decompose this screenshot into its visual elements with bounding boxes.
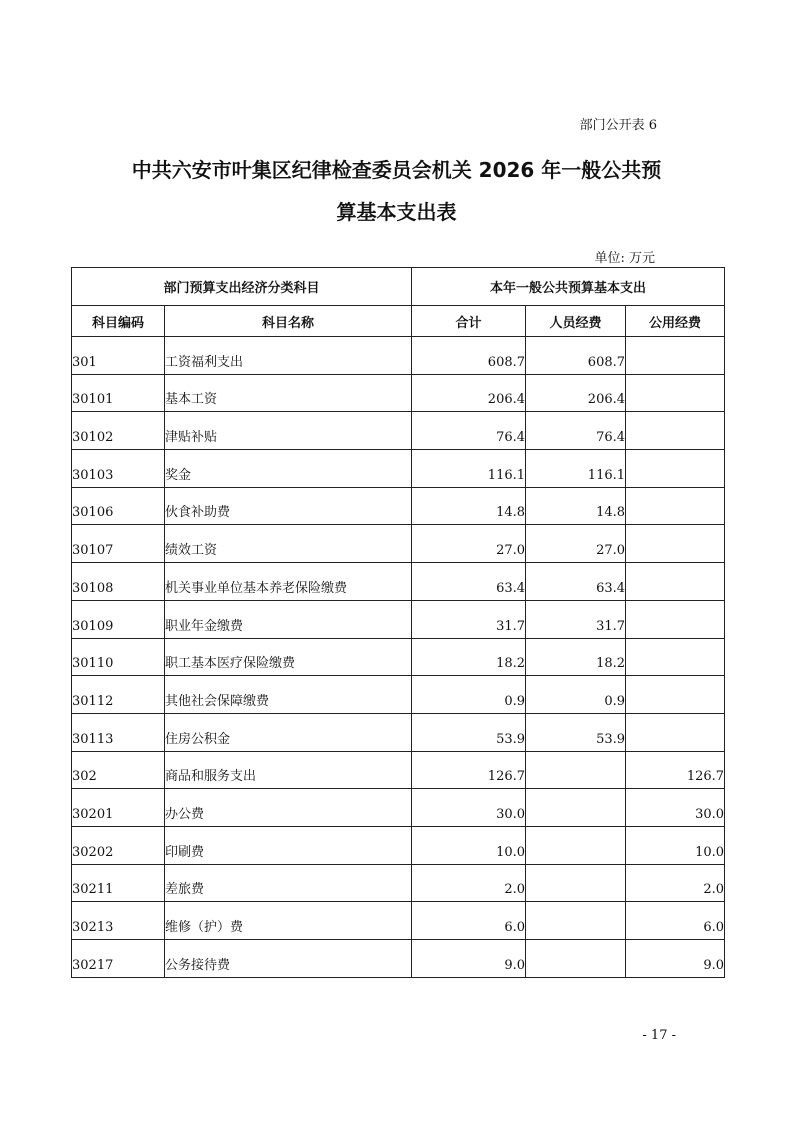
- table-row: [72, 864, 725, 902]
- row-name: 其他社会保障缴费: [165, 676, 412, 714]
- row-public: 10.0: [626, 826, 725, 864]
- row-total: 206.4: [412, 374, 526, 412]
- row-name: 机关事业单位基本养老保险缴费: [165, 563, 412, 601]
- row-public: [626, 487, 725, 525]
- column-header-name: 科目名称: [165, 306, 412, 337]
- row-personnel: [526, 751, 626, 789]
- row-public: [626, 600, 725, 638]
- row-code: 30202: [72, 826, 165, 864]
- row-total: 76.4: [412, 412, 526, 450]
- page-number: - 17 -: [642, 1028, 676, 1043]
- row-personnel: [526, 826, 626, 864]
- row-personnel: [526, 902, 626, 940]
- row-personnel: [526, 940, 626, 978]
- row-public: [626, 374, 725, 412]
- row-total: 27.0: [412, 525, 526, 563]
- row-personnel: 63.4: [526, 563, 626, 601]
- row-personnel: [526, 864, 626, 902]
- row-code: 30107: [72, 525, 165, 563]
- row-total: 10.0: [412, 826, 526, 864]
- row-name: 住房公积金: [165, 713, 412, 751]
- row-code: 30217: [72, 940, 165, 978]
- page-title-continued: 算基本支出表: [336, 200, 457, 224]
- row-name: 绩效工资: [165, 525, 412, 563]
- row-code: 30103: [72, 450, 165, 488]
- row-code: 30102: [72, 412, 165, 450]
- row-total: 0.9: [412, 676, 526, 714]
- column-header-public: 公用经费: [626, 306, 725, 337]
- row-name: 印刷费: [165, 826, 412, 864]
- row-code: 30106: [72, 487, 165, 525]
- row-public: [626, 450, 725, 488]
- row-public: [626, 638, 725, 676]
- group-header-expenditure: 本年一般公共预算基本支出: [412, 268, 725, 306]
- row-total: 30.0: [412, 789, 526, 827]
- row-total: 126.7: [412, 751, 526, 789]
- row-total: 608.7: [412, 337, 526, 375]
- row-code: 30211: [72, 864, 165, 902]
- table-row: [72, 751, 725, 789]
- row-public: 9.0: [626, 940, 725, 978]
- row-code: 30112: [72, 676, 165, 714]
- table-row: [72, 826, 725, 864]
- row-personnel: 206.4: [526, 374, 626, 412]
- row-name: 差旅费: [165, 864, 412, 902]
- row-personnel: 18.2: [526, 638, 626, 676]
- row-public: [626, 412, 725, 450]
- row-public: [626, 525, 725, 563]
- table-row: [72, 337, 725, 375]
- group-header-classification: 部门预算支出经济分类科目: [72, 268, 412, 306]
- row-name: 公务接待费: [165, 940, 412, 978]
- row-code: 301: [72, 337, 165, 375]
- row-name: 奖金: [165, 450, 412, 488]
- row-public: [626, 676, 725, 714]
- table-row: [72, 487, 725, 525]
- row-public: [626, 337, 725, 375]
- row-public: 6.0: [626, 902, 725, 940]
- row-total: 116.1: [412, 450, 526, 488]
- row-public: [626, 563, 725, 601]
- row-name: 津贴补贴: [165, 412, 412, 450]
- row-name: 工资福利支出: [165, 337, 412, 375]
- table-row: [72, 412, 725, 450]
- row-personnel: 31.7: [526, 600, 626, 638]
- row-name: 商品和服务支出: [165, 751, 412, 789]
- row-name: 维修（护）费: [165, 902, 412, 940]
- row-personnel: 53.9: [526, 713, 626, 751]
- row-name: 伙食补助费: [165, 487, 412, 525]
- row-total: 18.2: [412, 638, 526, 676]
- row-code: 30113: [72, 713, 165, 751]
- column-header-personnel: 人员经费: [526, 306, 626, 337]
- table-row: [72, 940, 725, 978]
- row-name: 办公费: [165, 789, 412, 827]
- row-code: 302: [72, 751, 165, 789]
- table-row: [72, 902, 725, 940]
- row-name: 职工基本医疗保险缴费: [165, 638, 412, 676]
- row-total: 53.9: [412, 713, 526, 751]
- row-personnel: [526, 789, 626, 827]
- row-personnel: 608.7: [526, 337, 626, 375]
- row-total: 6.0: [412, 902, 526, 940]
- unit-label: 单位: 万元: [594, 251, 655, 266]
- table-row: [72, 563, 725, 601]
- row-personnel: 116.1: [526, 450, 626, 488]
- row-code: 30213: [72, 902, 165, 940]
- row-personnel: 27.0: [526, 525, 626, 563]
- table-row: [72, 450, 725, 488]
- row-code: 30201: [72, 789, 165, 827]
- row-code: 30109: [72, 600, 165, 638]
- row-code: 30110: [72, 638, 165, 676]
- row-public: 2.0: [626, 864, 725, 902]
- table-row: [72, 525, 725, 563]
- row-total: 14.8: [412, 487, 526, 525]
- row-personnel: 14.8: [526, 487, 626, 525]
- row-total: 2.0: [412, 864, 526, 902]
- row-name: 职业年金缴费: [165, 600, 412, 638]
- table-row: [72, 638, 725, 676]
- table-row: [72, 713, 725, 751]
- row-public: [626, 713, 725, 751]
- budget-table: [71, 267, 725, 978]
- row-code: 30101: [72, 374, 165, 412]
- table-row: [72, 374, 725, 412]
- column-header-total: 合计: [412, 306, 526, 337]
- row-personnel: 76.4: [526, 412, 626, 450]
- row-personnel: 0.9: [526, 676, 626, 714]
- row-public: 126.7: [626, 751, 725, 789]
- table-row: [72, 676, 725, 714]
- row-total: 31.7: [412, 600, 526, 638]
- row-total: 9.0: [412, 940, 526, 978]
- form-number: 部门公开表 6: [579, 118, 657, 133]
- row-name: 基本工资: [165, 374, 412, 412]
- table-row: [72, 600, 725, 638]
- row-code: 30108: [72, 563, 165, 601]
- row-total: 63.4: [412, 563, 526, 601]
- row-public: 30.0: [626, 789, 725, 827]
- table-row: [72, 789, 725, 827]
- page-title: 中共六安市叶集区纪律检查委员会机关 2026 年一般公共预: [131, 158, 662, 182]
- column-header-code: 科目编码: [72, 306, 165, 337]
